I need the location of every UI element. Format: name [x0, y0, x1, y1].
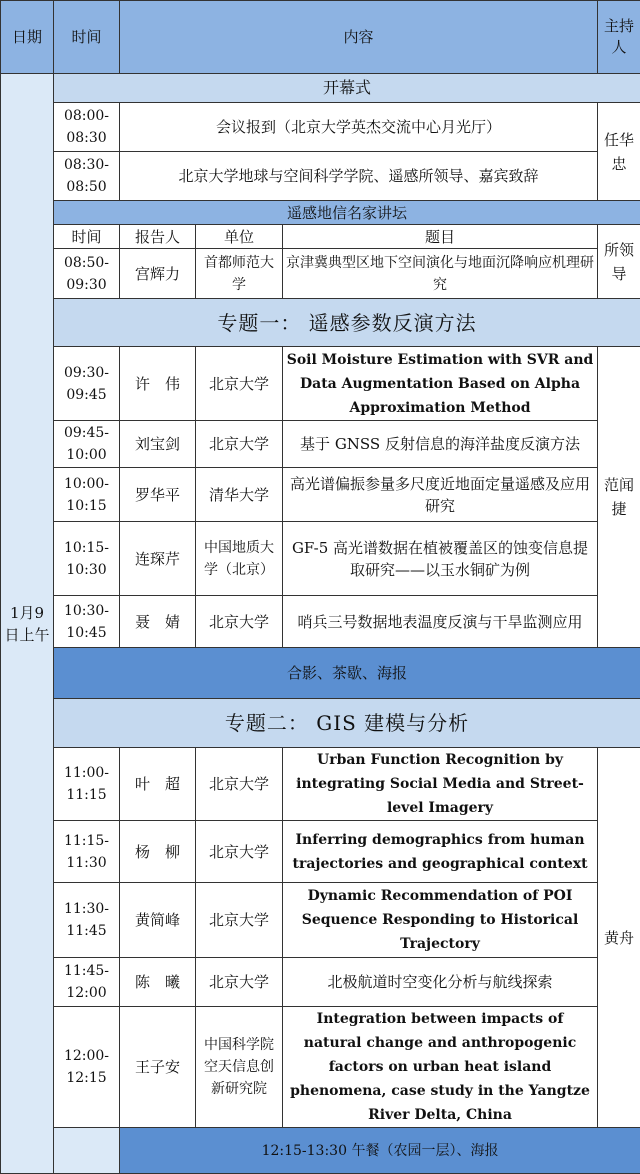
- lecture-title-row: [1, 201, 640, 225]
- table-row: [1, 421, 640, 468]
- table-row: [1, 883, 640, 958]
- table-row: [1, 596, 640, 648]
- speaker-cell: 许 伟: [120, 347, 196, 421]
- unit-cell: 北京大学: [196, 958, 283, 1007]
- topic-cell: Urban Function Recognition by integrating Social Media and Street-level Imagery: [283, 748, 598, 821]
- col-unit: 单位: [196, 225, 283, 249]
- lecture-host: 所领导: [598, 225, 640, 299]
- time-cell: 10:00-10:15: [54, 468, 120, 522]
- date-cell-blank: [54, 1128, 120, 1174]
- speaker-cell: 罗华平: [120, 468, 196, 522]
- time-cell: 09:45-10:00: [54, 421, 120, 468]
- topic1-title-row: [1, 299, 640, 347]
- unit-cell: 北京大学: [196, 883, 283, 958]
- content-cell: 会议报到（北京大学英杰交流中心月光厅）: [120, 103, 598, 152]
- lunch-row: [1, 1128, 640, 1174]
- lecture-columns-row: [1, 225, 640, 249]
- table-row: [1, 103, 640, 152]
- time-cell: 11:00-11:15: [54, 748, 120, 821]
- col-time: 时间: [54, 225, 120, 249]
- unit-cell: 北京大学: [196, 596, 283, 648]
- table-row: [1, 468, 640, 522]
- table-row: [1, 522, 640, 596]
- topic2-title-row: [1, 699, 640, 748]
- speaker-cell: 宫辉力: [120, 249, 196, 299]
- speaker-cell: 叶 超: [120, 748, 196, 821]
- opening-title: 开幕式: [54, 74, 640, 103]
- topic-cell: 京津冀典型区地下空间演化与地面沉降响应机理研究: [283, 249, 598, 299]
- speaker-cell: 杨 柳: [120, 821, 196, 883]
- topic-cell: Inferring demographics from human trajectories and geographical context: [283, 821, 598, 883]
- speaker-cell: 黄简峰: [120, 883, 196, 958]
- opening-title-row: [1, 74, 640, 103]
- table-row: [1, 958, 640, 1007]
- topic1-host: 范闻捷: [598, 347, 640, 648]
- unit-cell: 北京大学: [196, 748, 283, 821]
- header-content: 内容: [120, 1, 598, 74]
- topic1-title: 专题一： 遥感参数反演方法: [54, 299, 640, 347]
- speaker-cell: 连琛芹: [120, 522, 196, 596]
- topic-cell: GF-5 高光谱数据在植被覆盖区的蚀变信息提取研究——以玉水铜矿为例: [283, 522, 598, 596]
- time-cell: 08:30-08:50: [54, 152, 120, 201]
- unit-cell: 中国地质大学（北京）: [196, 522, 283, 596]
- speaker-cell: 王子安: [120, 1007, 196, 1128]
- unit-cell: 北京大学: [196, 821, 283, 883]
- col-speaker: 报告人: [120, 225, 196, 249]
- table-row: [1, 748, 640, 821]
- speaker-cell: 陈 曦: [120, 958, 196, 1007]
- table-row: [1, 1007, 640, 1128]
- time-cell: 09:30-09:45: [54, 347, 120, 421]
- col-topic: 题目: [283, 225, 598, 249]
- unit-cell: 中国科学院空天信息创新研究院: [196, 1007, 283, 1128]
- table-row: [1, 249, 640, 299]
- topic-cell: Integration between impacts of natural change and anthropogenic factors on urban heat island phenomena, case study in the Yangtze River Delta, China: [283, 1007, 598, 1128]
- unit-cell: 北京大学: [196, 421, 283, 468]
- header-row: [1, 1, 640, 74]
- header-host: 主持人: [598, 1, 640, 74]
- topic2-title: 专题二： GIS 建模与分析: [54, 699, 640, 748]
- header-date: 日期: [1, 1, 54, 74]
- speaker-cell: 刘宝剑: [120, 421, 196, 468]
- time-cell: 11:45-12:00: [54, 958, 120, 1007]
- time-cell: 10:30-10:45: [54, 596, 120, 648]
- content-cell: 北京大学地球与空间科学学院、遥感所领导、嘉宾致辞: [120, 152, 598, 201]
- time-cell: 12:00-12:15: [54, 1007, 120, 1128]
- time-cell: 10:15-10:30: [54, 522, 120, 596]
- date-cell: 1月9日上午: [1, 74, 54, 1174]
- topic-cell: Soil Moisture Estimation with SVR and Data Augmentation Based on Alpha Approximation Method: [283, 347, 598, 421]
- time-cell: 08:50-09:30: [54, 249, 120, 299]
- unit-cell: 北京大学: [196, 347, 283, 421]
- topic-cell: 高光谱偏振参量多尺度近地面定量遥感及应用研究: [283, 468, 598, 522]
- lunch-label: 12:15-13:30 午餐（农园一层）、海报: [120, 1128, 640, 1174]
- header-time: 时间: [54, 1, 120, 74]
- topic-cell: 哨兵三号数据地表温度反演与干旱监测应用: [283, 596, 598, 648]
- topic-cell: 基于 GNSS 反射信息的海洋盐度反演方法: [283, 421, 598, 468]
- opening-host: 任华忠: [598, 103, 640, 201]
- time-cell: 08:00-08:30: [54, 103, 120, 152]
- table-row: [1, 152, 640, 201]
- unit-cell: 清华大学: [196, 468, 283, 522]
- time-cell: 11:15-11:30: [54, 821, 120, 883]
- lecture-title: 遥感地信名家讲坛: [54, 201, 640, 225]
- unit-cell: 首都师范大学: [196, 249, 283, 299]
- topic-cell: Dynamic Recommendation of POI Sequence Responding to Historical Trajectory: [283, 883, 598, 958]
- table-row: [1, 347, 640, 421]
- topic2-host: 黄舟: [598, 748, 640, 1128]
- topic-cell: 北极航道时空变化分析与航线探索: [283, 958, 598, 1007]
- table-row: [1, 821, 640, 883]
- break-label: 合影、茶歇、海报: [54, 648, 640, 699]
- speaker-cell: 聂 婧: [120, 596, 196, 648]
- time-cell: 11:30-11:45: [54, 883, 120, 958]
- break-row: [1, 648, 640, 699]
